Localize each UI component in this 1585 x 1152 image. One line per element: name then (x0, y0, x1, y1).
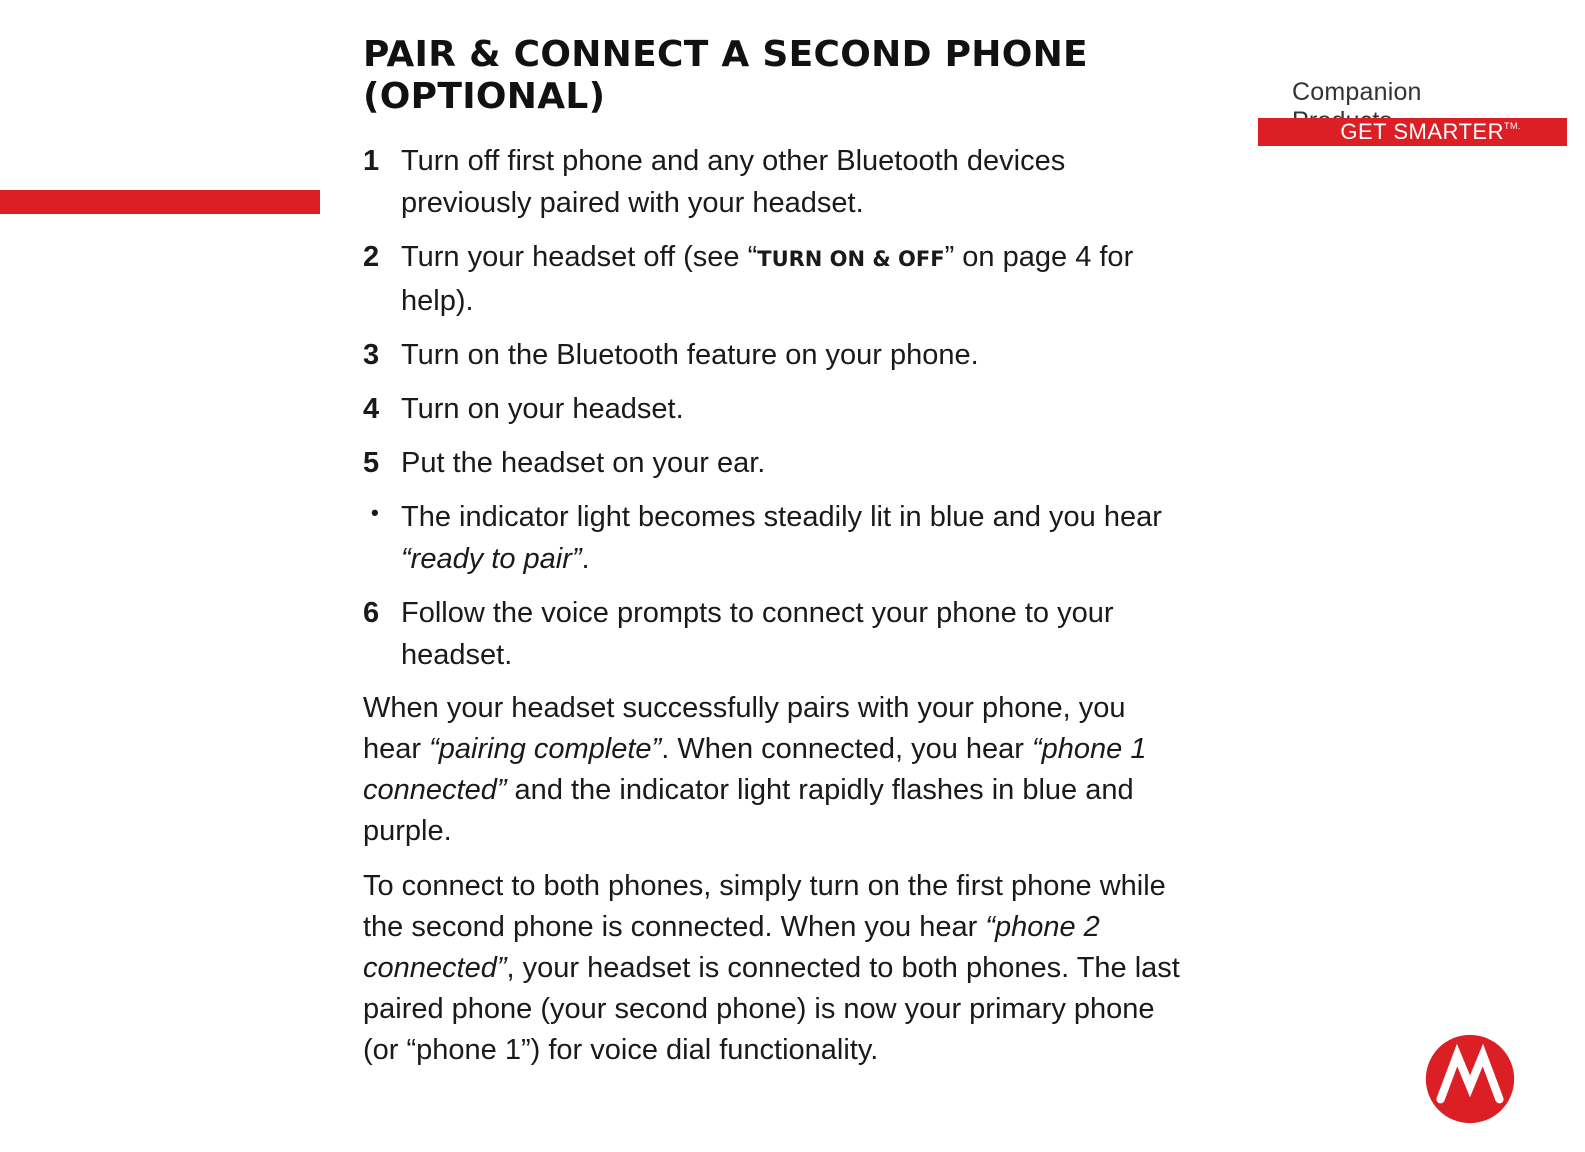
step-text: Turn on your headset. (401, 393, 684, 425)
step-number: 2 (363, 241, 380, 273)
bullet-icon: • (371, 500, 379, 525)
step-text-post: . (581, 543, 590, 575)
title-line-1: PAIR & CONNECT A SECOND PHONE (363, 34, 1088, 75)
step-2 (363, 236, 1183, 322)
step-bullet (363, 496, 1183, 580)
para-text: and the indicator light rapidly flashes in blue and purple. (363, 774, 1134, 847)
tagline-text: GET SMARTER (1340, 119, 1504, 144)
page-content (363, 34, 1183, 1085)
both-phones-paragraph (363, 866, 1183, 1071)
step-number: 5 (363, 447, 380, 479)
motorola-logo-icon (1424, 1033, 1516, 1125)
pairing-paragraph (363, 688, 1183, 852)
voice-prompt: “phone 1 connected” (363, 733, 1147, 806)
step-1 (363, 140, 1183, 224)
page-title (363, 34, 1183, 118)
step-text: Turn off first phone and any other Bluetooth devices previously paired with your headset. (401, 145, 1066, 219)
step-text: Turn on the Bluetooth feature on your phone. (401, 339, 979, 371)
title-line-2: (OPTIONAL) (363, 76, 606, 117)
step-text: Put the headset on your ear. (401, 447, 766, 479)
voice-prompt: “ready to pair” (401, 543, 582, 575)
left-accent-bar (0, 190, 320, 214)
para-text: When your headset successfully pairs with your phone, you hear (363, 692, 1126, 765)
tagline-trademark: TM. (1504, 121, 1521, 131)
step-text-pre: Turn your headset off (see “ (401, 241, 758, 273)
step-4 (363, 388, 1183, 430)
section-label: Companion (1292, 78, 1422, 106)
step-reference: TURN ON & OFF (757, 247, 945, 271)
step-text-pre: The indicator light becomes steadily lit in blue and you hear (401, 501, 1162, 533)
step-number: 1 (363, 145, 380, 177)
step-number: 3 (363, 339, 380, 371)
step-5 (363, 442, 1183, 484)
para-text: , your headset is connected to both phones. The last paired phone (your second phone) is now your primary phone (or “phone 1”) for voice dial functionality. (363, 952, 1180, 1066)
para-text: To connect to both phones, simply turn on the first phone while the second phone is connected. When you hear (363, 870, 1166, 943)
step-text-post: ” on page 4 for help). (401, 241, 1134, 317)
voice-prompt: “phone 2 connected” (363, 911, 1100, 984)
para-text: . When connected, you hear (661, 733, 1033, 765)
step-number: 4 (363, 393, 380, 425)
voice-prompt: “pairing complete” (429, 733, 662, 765)
step-6 (363, 592, 1183, 676)
step-number: 6 (363, 597, 380, 629)
tagline-banner (1258, 118, 1567, 146)
step-3 (363, 334, 1183, 376)
step-text: Follow the voice prompts to connect your phone to your headset. (401, 597, 1114, 671)
